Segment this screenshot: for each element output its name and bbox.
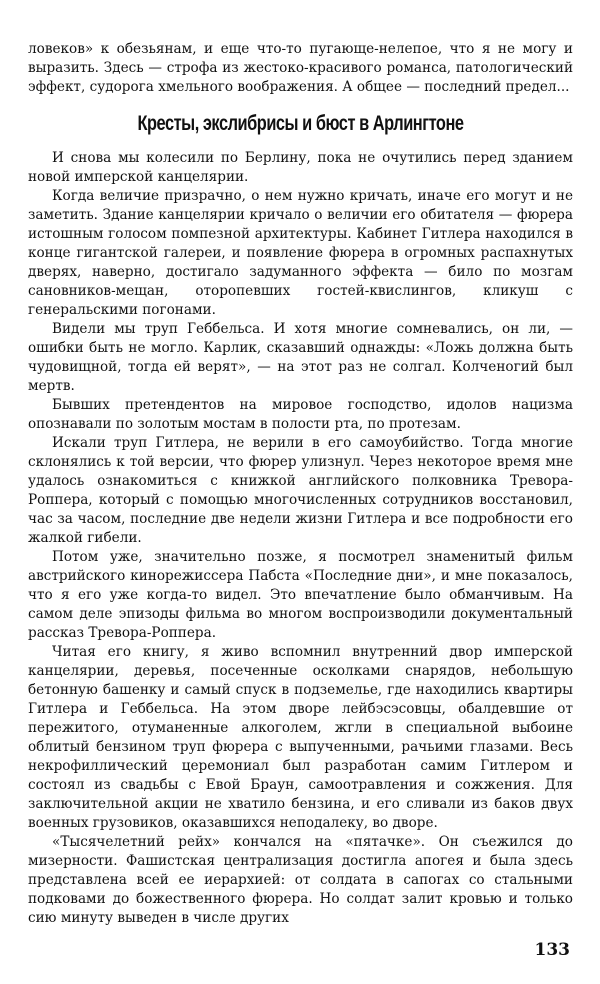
paragraph-2: Когда величие призрачно, о нем нужно кричать, иначе его могут и не заметить. Здание канцелярии кричало о величии его обитателя — фюрера истошным голосом помпезной архитектуры. Кабинет Гитлера находился в конце гигантской галереи, и появление фюрера в огромных распахнутых дверях, наверно, достигало задуманного эффекта — било по мозгам сановников-мещан, оторопевших гостей-квислингов, кликуш с генеральскими погонами. [28, 188, 573, 318]
paragraph-4: Бывших претендентов на мировое господство, идолов нацизма опознавали по золотым мостам в полости рта, по протезам. [28, 397, 573, 432]
paragraph-6: Потом уже, значительно позже, я посмотрел знаменитый фильм австрийского кинорежиссера Пабста «Последние дни», и мне показалось, что я его уже когда-то видел. Это впечатление было обманчивым. На самом деле эпизоды фильма во многом воспроизводили документальный рассказ Тревора-Роппера. [28, 549, 573, 641]
intro-paragraph: ловеков» к обезьянам, и еще что-то пугающе-нелепое, что я не могу и выразить. Здесь — строфа из жестоко-красивого романса, патологический эффект, судорога хмельного воображения. А общее — последний предел... [28, 41, 573, 95]
paragraph-7: Читая его книгу, я живо вспомнил внутренний двор имперской канцелярии, деревья, посеченные осколками снарядов, небольшую бетонную башенку и самый спуск в подземелье, где находились квартиры Гитлера и Геббельса. На этом дворе лейбэсэсовцы, обалдевшие от пережитого, отуманенные алкоголем, жгли в специальной выбоине облитый бензином труп фюрера с выпученными, рачьими глазами. Весь некрофиллический церемониал был разработан самим Гитлером и состоял из свадьбы с Евой Браун, самоотравления и сожжения. Для заключительной акции не хватило бензина, и его сливали из баков двух военных грузовиков, оказавшихся неподалеку, во дворе. [28, 644, 573, 831]
paragraph-1: И снова мы колесили по Берлину, пока не очутились перед зданием новой имперской канцелярии. [28, 150, 573, 185]
book-page [28, 40, 573, 928]
page-number: 133 [534, 940, 570, 960]
paragraph-3: Видели мы труп Геббельса. И хотя многие сомневались, он ли, — ошибки быть не могло. Карлик, сказавший однажды: «Ложь должна быть чудовищной, тогда ей верят», — на этот раз не солгал. Колченогий был мертв. [28, 321, 573, 394]
section-title: Кресты, экслибрисы и бюст в Арлингтоне [137, 112, 464, 135]
paragraph-8: «Тысячелетний рейх» кончался на «пятачке». Он съежился до мизерности. Фашистская централизация достигла апогея и была здесь представлена всей ее иерархией: от солдата в сапогах со стальными подковами до божественного фюрера. Но солдат залит кровью и только сию минуту выведен в числе других [28, 834, 573, 926]
paragraph-5: Искали труп Гитлера, не верили в его самоубийство. Тогда многие склонялись к той версии, что фюрер улизнул. Через некоторое время мне удалось ознакомиться с книжкой английского полковника Тревора-Роппера, который с помощью многочисленных сотрудников восстановил, час за часом, последние две недели жизни Гитлера и все подробности его жалкой гибели. [28, 435, 573, 546]
